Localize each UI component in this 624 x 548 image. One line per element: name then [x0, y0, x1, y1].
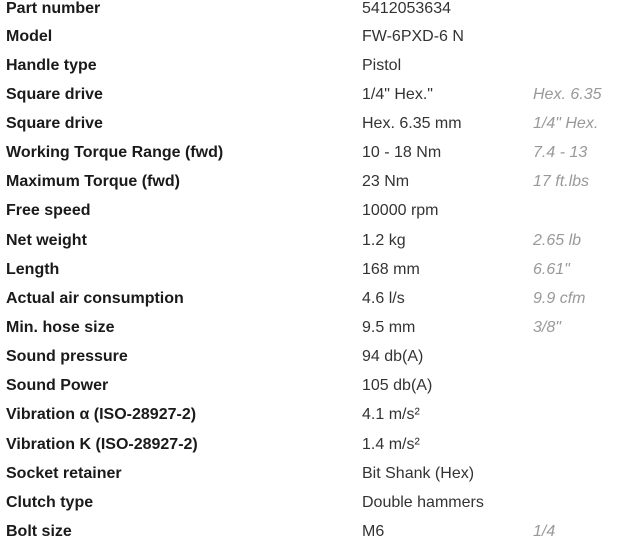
spec-row [0, 109, 624, 138]
spec-label: Square drive [6, 114, 103, 132]
spec-alt-value: Hex. 6.35 [533, 85, 602, 103]
spec-alt-value [533, 22, 624, 51]
spec-label: Part number [6, 0, 101, 17]
spec-label: Vibration K (ISO-28927-2) [6, 435, 198, 453]
spec-row [0, 313, 624, 342]
spec-label: Min. hose size [6, 318, 115, 336]
spec-value: 10000 rpm [362, 202, 439, 220]
spec-alt-value: 2.65 lb [533, 231, 582, 249]
spec-label: Socket retainer [6, 464, 122, 482]
spec-alt-value: 17 ft.lbs [533, 173, 590, 191]
spec-value: 1/4" Hex." [362, 85, 433, 103]
spec-row [0, 488, 624, 517]
spec-value: 4.1 m/s² [362, 406, 420, 424]
spec-alt-value [533, 401, 624, 430]
spec-label: Square drive [6, 85, 103, 103]
spec-value: Double hammers [362, 493, 484, 511]
spec-label: Handle type [6, 56, 97, 74]
spec-alt-value [533, 0, 624, 22]
spec-value: 94 db(A) [362, 348, 424, 366]
spec-label: Actual air consumption [6, 289, 184, 307]
spec-row [0, 401, 624, 430]
spec-value: 168 mm [362, 260, 420, 278]
spec-row [0, 430, 624, 459]
spec-row [0, 343, 624, 372]
spec-label: Net weight [6, 231, 87, 249]
spec-value: Hex. 6.35 mm [362, 114, 462, 132]
spec-value: 5412053634 [362, 0, 451, 17]
spec-label: Bolt size [6, 522, 72, 540]
spec-row [0, 517, 624, 546]
spec-row [0, 139, 624, 168]
spec-row [0, 226, 624, 255]
spec-value: Bit Shank (Hex) [362, 464, 475, 482]
spec-value: Pistol [362, 56, 402, 74]
spec-row [0, 168, 624, 197]
spec-label: Free speed [6, 202, 91, 220]
spec-row [0, 255, 624, 284]
spec-value: 9.5 mm [362, 318, 416, 336]
spec-row [0, 80, 624, 109]
spec-alt-value: 1/4 [533, 522, 556, 540]
spec-label: Sound pressure [6, 348, 128, 366]
spec-alt-value [533, 459, 624, 488]
spec-label: Working Torque Range (fwd) [6, 144, 224, 162]
spec-alt-value: 9.9 cfm [533, 289, 586, 307]
spec-alt-value [533, 51, 624, 80]
spec-value: 105 db(A) [362, 377, 433, 395]
spec-alt-value: 6.61" [533, 260, 570, 278]
spec-alt-value: 7.4 - 13 [533, 144, 588, 162]
spec-label: Vibration α (ISO-28927-2) [6, 406, 197, 424]
spec-alt-value: 3/8" [533, 318, 561, 336]
spec-value: 1.2 kg [362, 231, 406, 249]
spec-alt-value [533, 488, 624, 517]
spec-row [0, 372, 624, 401]
spec-alt-value [533, 197, 624, 226]
spec-row [0, 459, 624, 488]
spec-alt-value: 1/4" Hex. [533, 114, 599, 132]
spec-value: 4.6 l/s [362, 289, 405, 307]
spec-row [0, 51, 624, 80]
spec-value: 23 Nm [362, 173, 410, 191]
spec-value: 10 - 18 Nm [362, 144, 442, 162]
spec-alt-value [533, 430, 624, 459]
spec-label: Length [6, 260, 60, 278]
spec-row [0, 284, 624, 313]
spec-label: Clutch type [6, 493, 94, 511]
spec-value: M6 [362, 522, 385, 540]
spec-alt-value [533, 343, 624, 372]
spec-row [0, 22, 624, 51]
spec-label: Maximum Torque (fwd) [6, 173, 180, 191]
spec-row [0, 197, 624, 226]
spec-label: Sound Power [6, 377, 109, 395]
spec-label: Model [6, 27, 53, 45]
spec-alt-value [533, 372, 624, 401]
spec-row [0, 0, 624, 22]
spec-value: FW-6PXD-6 N [362, 27, 464, 45]
spec-value: 1.4 m/s² [362, 435, 420, 453]
